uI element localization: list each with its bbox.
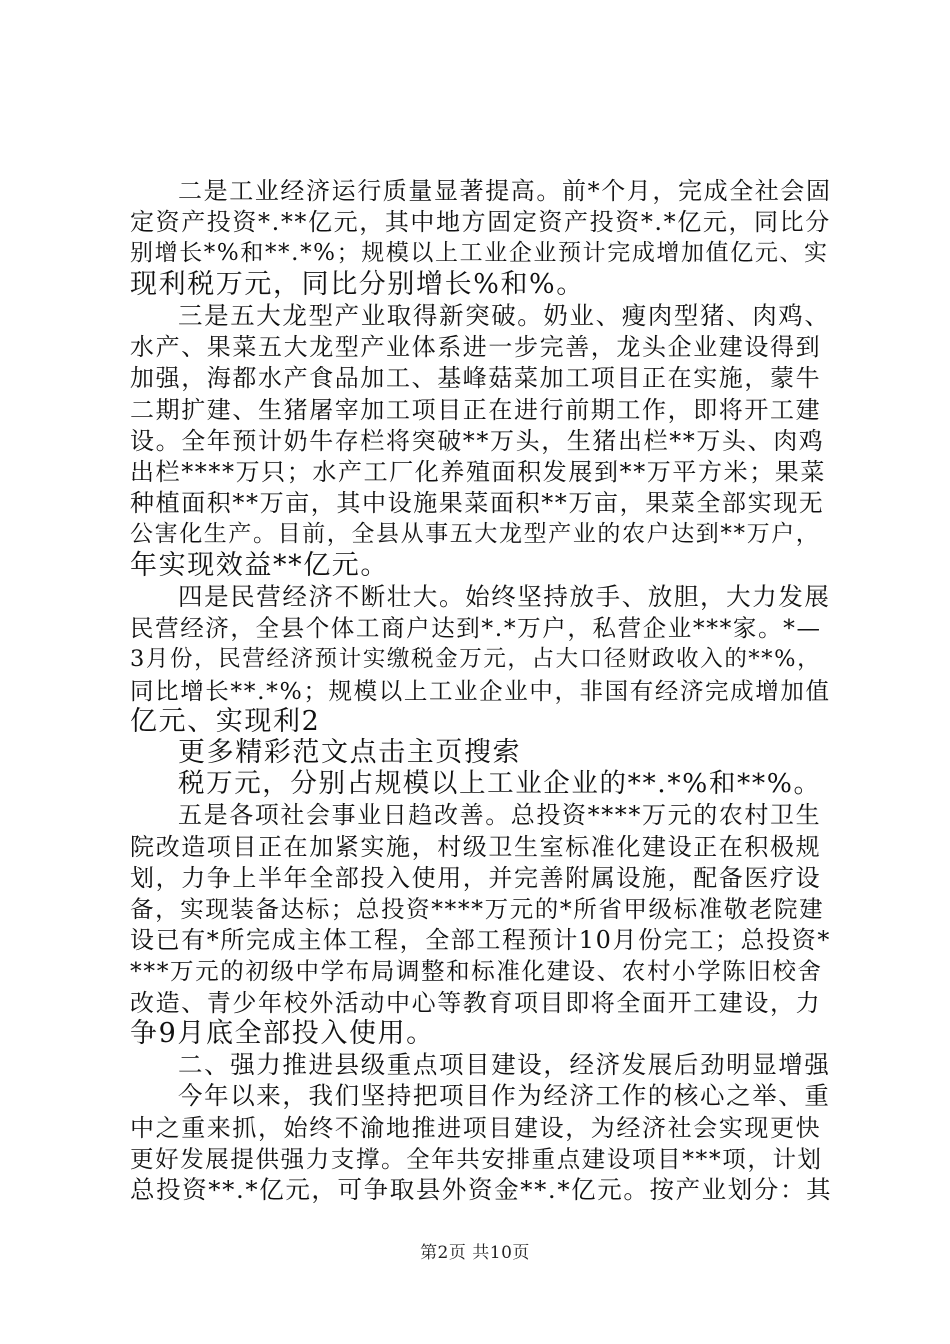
text-line: 加强，海都水产食品加工、基峰菇菜加工项目正在实施，蒙牛 [130,364,822,392]
text-line: 更好发展提供强力支撑。全年共安排重点建设项目***项，计划 [130,1145,823,1173]
text-line: 水产、果菜五大龙型产业体系进一步完善，龙头企业建设得到 [130,333,822,361]
text-line: 中之重来抓，始终不渝地推进项目建设，为经济社会实现更快 [130,1114,822,1142]
promo-link-text: 更多精彩范文点击主页搜索 [178,737,522,768]
text-line: 3月份，民营经济预计实缴税金万元，占大口径财政收入的**%， [130,646,822,672]
text-line: 三是五大龙型产业取得新突破。奶业、瘦肉型猪、肉鸡、 [178,301,831,330]
text-line: ***万元的初级中学布局调整和标准化建设、农村小学陈旧校舍 [130,957,823,985]
page-number-footer: 第2页 共10页 [420,1243,530,1263]
text-line: 税万元，分别占规模以上工业企业的**.*%和**%。 [178,768,822,799]
text-line: 亿元、实现利2 [130,706,321,737]
text-line: 院改造项目正在加紧实施，村级卫生室标准化建设正在积极规 [130,833,822,861]
text-line: 争9月底全部投入使用。 [130,1018,435,1049]
text-line: 现利税万元，同比分别增长%和%。 [130,269,585,300]
text-line: 改造、青少年校外活动中心等教育项目即将全面开工建设，力 [130,989,822,1017]
text-line: 出栏****万只；水产工厂化养殖面积发展到**万平方米；果菜 [130,458,826,486]
text-line: 种植面积**万亩，其中设施果菜面积**万亩，果菜全部实现无 [130,489,825,517]
text-line: 民营经济，全县个体工商户达到*.*万户，私营企业***家。*— [130,614,822,642]
text-line: 总投资**.*亿元，可争取县外资金**.*亿元。按产业划分：其 [130,1175,833,1204]
text-line: 同比增长**.*%；规模以上工业企业中，非国有经济完成增加值 [130,677,831,705]
text-line: 备，实现装备达标；总投资****万元的*所省甲级标准敬老院建 [130,895,825,923]
text-line: 年实现效益**亿元。 [130,550,389,581]
text-line: 别增长*%和**.*%；规模以上工业企业预计完成增加值亿元、实 [130,240,829,266]
text-line: 二期扩建、生猪屠宰加工项目正在进行前期工作，即将开工建 [130,396,822,424]
text-line: 设。全年预计奶牛存栏将突破**万头，生猪出栏**万头、肉鸡 [130,427,825,455]
text-line: 五是各项社会事业日趋改善。总投资****万元的农村卫生 [178,801,822,829]
section-heading: 二、强力推进县级重点项目建设，经济发展后劲明显增强 [178,1050,831,1079]
text-line: 定资产投资*.**亿元，其中地方固定资产投资*.*亿元，同比分 [130,208,831,236]
text-line: 今年以来，我们坚持把项目作为经济工作的核心之举、重 [178,1081,831,1110]
text-line: 设已有*所完成主体工程，全部工程预计10月份完工；总投资* [130,926,831,954]
text-line: 公害化生产。目前，全县从事五大龙型产业的农户达到**万户， [130,521,821,547]
text-line: 划，力争上半年全部投入使用，并完善附属设施，配备医疗设 [130,864,822,892]
text-line: 二是工业经济运行质量显著提高。前*个月，完成全社会固 [178,177,832,205]
text-line: 四是民营经济不断壮大。始终坚持放手、放胆，大力发展 [178,582,831,611]
